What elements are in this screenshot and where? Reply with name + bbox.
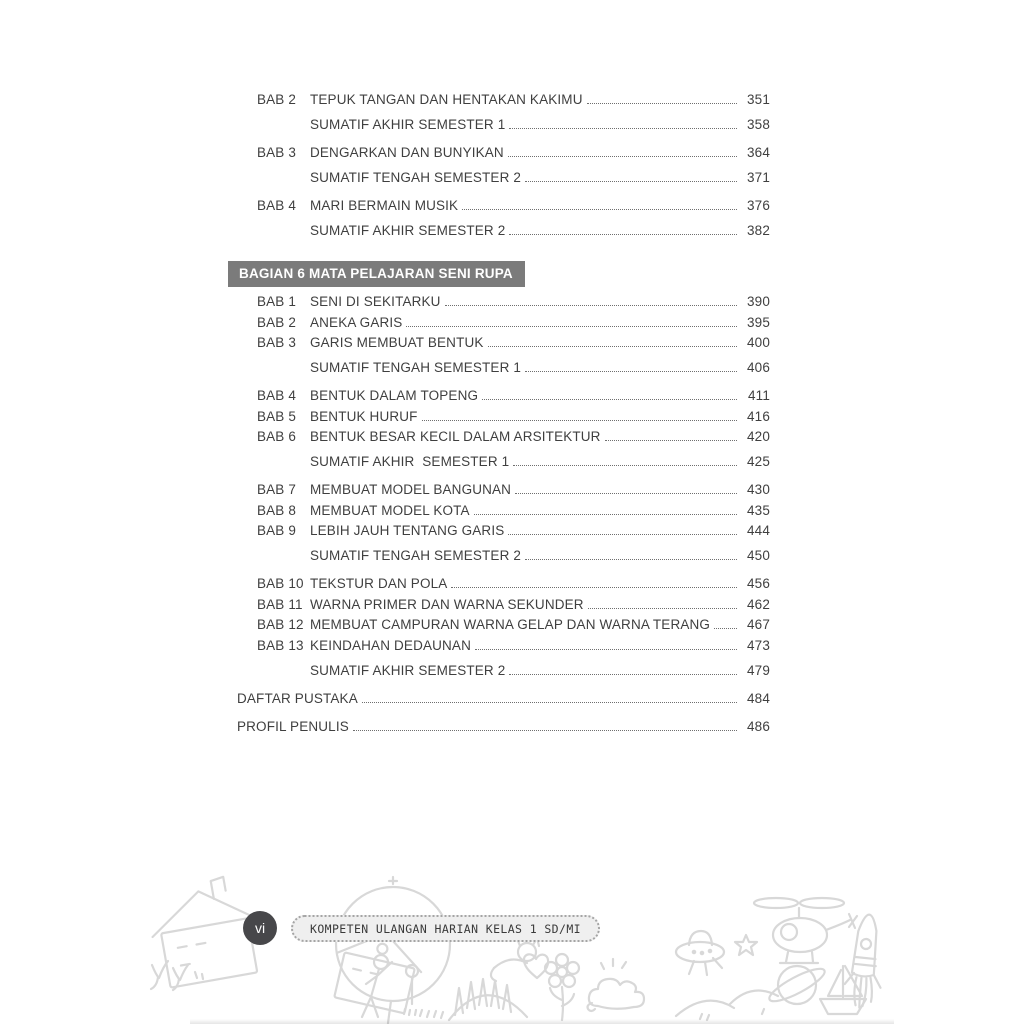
toc-row	[237, 663, 770, 684]
toc-row	[237, 691, 770, 712]
dot-leader	[362, 702, 737, 703]
star-icon	[735, 935, 757, 955]
entry-title: KEINDAHAN DEDAUNAN	[310, 637, 471, 653]
page-number: 416	[747, 408, 770, 424]
page-number: 450	[747, 548, 770, 563]
entry-title: SUMATIF TENGAH SEMESTER 1	[310, 360, 522, 375]
page-number: 390	[747, 294, 770, 309]
dot-leader	[525, 559, 737, 560]
hills-icon	[676, 991, 778, 1020]
entry-title: ANEKA GARIS	[310, 314, 403, 330]
page-number: 456	[747, 576, 770, 591]
chapter-label: BAB 12	[257, 617, 304, 632]
page-number: 462	[747, 596, 770, 612]
dot-leader	[509, 128, 737, 129]
toc-row	[237, 294, 770, 315]
toc-row	[237, 617, 770, 638]
dot-leader	[451, 587, 737, 588]
chapter-label: BAB 3	[257, 145, 297, 160]
entry-title: DAFTAR PUSTAKA	[237, 690, 358, 706]
dot-leader	[508, 534, 737, 535]
page-number: 351	[747, 92, 770, 107]
chapter-label: BAB 6	[257, 429, 297, 444]
entry-title: PROFIL PENULIS	[237, 718, 349, 734]
entry-title: TEKSTUR DAN POLA	[310, 576, 448, 591]
toc-row	[237, 548, 770, 569]
page-number: 430	[747, 482, 770, 497]
chapter-label: BAB 4	[257, 388, 297, 403]
page-number: 473	[747, 637, 770, 653]
page-number: 420	[747, 429, 770, 444]
dot-leader	[475, 649, 737, 650]
toc-group	[237, 388, 770, 475]
flower-icon	[545, 954, 579, 1020]
entry-title: SUMATIF AKHIR SEMESTER 2	[310, 223, 506, 238]
page-number-circle	[243, 911, 277, 945]
page-number: 411	[748, 388, 770, 403]
toc-row	[237, 315, 770, 336]
dot-leader	[509, 674, 737, 675]
toc-row	[237, 454, 770, 475]
toc-group	[237, 92, 770, 138]
entry-title: DENGARKAN DAN BUNYIKAN	[310, 145, 504, 160]
toc-row	[237, 117, 770, 138]
dot-leader	[462, 209, 737, 210]
dot-leader	[588, 608, 737, 609]
toc-row	[237, 597, 770, 618]
chapter-label: BAB 9	[257, 523, 297, 538]
entry-title: WARNA PRIMER DAN WARNA SEKUNDER	[310, 596, 584, 612]
dot-leader	[525, 181, 737, 182]
chapter-label: BAB 2	[257, 314, 297, 330]
dot-leader	[508, 156, 737, 157]
section-header: BAGIAN 6 MATA PELAJARAN SENI RUPA	[228, 261, 525, 287]
dot-leader	[488, 346, 737, 347]
entry-title: MEMBUAT MODEL KOTA	[310, 502, 470, 518]
ufo-icon	[676, 931, 724, 975]
chapter-label: BAB 2	[257, 92, 297, 107]
chapter-label: BAB 1	[257, 294, 297, 309]
entry-title: SUMATIF AKHIR SEMESTER 1	[310, 454, 510, 469]
toc-row	[237, 170, 770, 191]
toc-row	[237, 388, 770, 409]
toc-group	[237, 576, 770, 683]
entry-title: TEPUK TANGAN DAN HENTAKAN KAKIMU	[310, 92, 583, 107]
toc-row	[237, 409, 770, 430]
chapter-label: BAB 13	[257, 637, 304, 653]
entry-title: LEBIH JAUH TENTANG GARIS	[310, 523, 505, 538]
cloud-with-sun-icon	[588, 959, 645, 1011]
page-number: 444	[747, 523, 770, 538]
page-number: 382	[747, 223, 770, 238]
toc-group	[237, 294, 770, 381]
toc-row	[237, 719, 770, 740]
page-number: 395	[747, 314, 770, 330]
toc-group	[237, 145, 770, 191]
page-number: 425	[747, 454, 770, 469]
dot-leader	[482, 399, 737, 400]
page-number: 486	[747, 718, 770, 734]
planet-saturn-icon	[766, 963, 828, 1006]
toc-group	[237, 198, 770, 244]
chapter-label: BAB 7	[257, 482, 297, 497]
entry-title: SUMATIF TENGAH SEMESTER 2	[310, 548, 522, 563]
toc-row	[237, 523, 770, 544]
toc-row	[237, 638, 770, 659]
toc-row	[237, 429, 770, 450]
chapter-label: BAB 10	[257, 576, 304, 591]
dot-leader	[353, 730, 737, 731]
dot-leader	[445, 305, 737, 306]
chapter-label: BAB 3	[257, 335, 297, 350]
toc-standalone-entries	[237, 691, 770, 740]
page-number-label: vi	[254, 920, 266, 936]
chapter-label: BAB 11	[257, 596, 303, 612]
dot-leader	[525, 371, 737, 372]
entry-title: SUMATIF AKHIR SEMESTER 2	[310, 662, 506, 678]
chapter-label: BAB 5	[257, 408, 297, 424]
toc-row	[237, 198, 770, 219]
toc-row	[237, 145, 770, 166]
toc-row	[237, 335, 770, 356]
page-number: 406	[747, 360, 770, 375]
table-of-contents	[237, 92, 770, 739]
page-number: 484	[747, 690, 770, 706]
page-number: 479	[747, 662, 770, 678]
toc-group	[237, 482, 770, 569]
toc-row	[237, 92, 770, 113]
entry-title: MEMBUAT CAMPURAN WARNA GELAP DAN WARNA TERANG	[310, 617, 711, 632]
entry-title: BENTUK BESAR KECIL DALAM ARSITEKTUR	[310, 429, 601, 444]
dot-leader	[406, 326, 737, 327]
entry-title: MARI BERMAIN MUSIK	[310, 198, 459, 213]
page-number: 435	[747, 502, 770, 518]
chapter-label: BAB 8	[257, 502, 297, 518]
dot-leader	[714, 628, 737, 629]
toc-row	[237, 576, 770, 597]
book-title-label: KOMPETEN ULANGAN HARIAN KELAS 1 SD/MI	[310, 921, 581, 936]
toc-row	[237, 360, 770, 381]
entry-title: BENTUK DALAM TOPENG	[310, 388, 479, 403]
dot-leader	[422, 420, 737, 421]
page-edge-shadow	[190, 1019, 894, 1024]
entry-title: MEMBUAT MODEL BANGUNAN	[310, 482, 512, 497]
entry-title: BENTUK HURUF	[310, 408, 418, 424]
page-number: 400	[747, 335, 770, 350]
footer-doodles	[0, 864, 1024, 1024]
chapter-label: BAB 4	[257, 198, 297, 213]
page-number: 358	[747, 117, 770, 132]
helicopter-icon	[754, 898, 857, 963]
entry-title: SUMATIF TENGAH SEMESTER 2	[310, 170, 522, 185]
fence-icon	[449, 979, 527, 1020]
toc-row	[237, 482, 770, 503]
page-number: 371	[747, 170, 770, 185]
page-number: 376	[747, 198, 770, 213]
toc-row	[237, 223, 770, 244]
dot-leader	[513, 465, 737, 466]
entry-title: SENI DI SEKITARKU	[310, 294, 441, 309]
dot-leader	[587, 103, 737, 104]
letters-yy-icon	[151, 961, 203, 990]
page-number: 467	[747, 617, 770, 632]
page-number: 364	[747, 145, 770, 160]
entry-title: GARIS MEMBUAT BENTUK	[310, 335, 484, 350]
toc-row	[237, 503, 770, 524]
dot-leader	[509, 234, 737, 235]
dot-leader	[515, 493, 737, 494]
dot-leader	[474, 514, 737, 515]
dot-leader	[605, 440, 737, 441]
book-title-badge	[291, 915, 600, 942]
entry-title: SUMATIF AKHIR SEMESTER 1	[310, 117, 506, 132]
